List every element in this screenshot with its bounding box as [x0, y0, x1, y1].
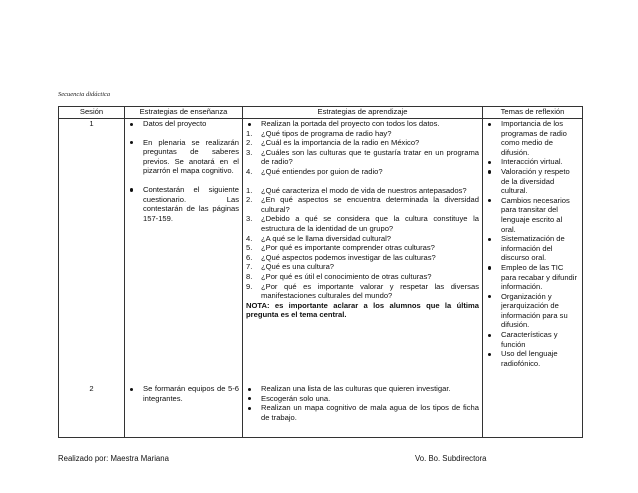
list-item: Se formarán equipos de 5-6 integrantes. [125, 384, 242, 403]
footer-approval: Vo. Bo. Subdirectora [415, 454, 487, 463]
table-header-row [59, 107, 583, 119]
list-item: Empleo de las TIC para recabar y difundir información. [483, 263, 582, 292]
list-item: 9. ¿Por qué es importante valorar y respetar las diversas manifestaciones culturales del mundo? [246, 281, 479, 301]
list-item: Sistematización de información del discurso oral. [483, 234, 582, 263]
questions-list-b [243, 186, 482, 301]
session-number-2: 2 [89, 384, 94, 393]
list-item: 6. ¿Qué aspectos podemos investigar de las culturas? [246, 252, 436, 262]
session-number-1: 1 [89, 119, 94, 128]
note-label: NOTA: [246, 300, 270, 310]
learning-list-session-2 [243, 384, 482, 422]
learning-bullets-session-1 [243, 119, 482, 129]
note-text: es importante aclarar a los alumnos que la última pregunta es el tema central. [246, 300, 479, 320]
reflection-cell [483, 119, 583, 438]
list-item: En plenaria se realizarán preguntas de saberes previos. Se anotará en el pizarrón el mapa cognitivo. [125, 138, 242, 176]
list-item: Valoración y respeto de la diversidad cultural. [483, 167, 582, 196]
teaching-list-session-2 [125, 384, 242, 403]
list-item: Uso del lenguaje radiofónico. [483, 349, 582, 368]
list-item: 8. ¿Por qué es útil el conocimiento de otras culturas? [246, 271, 432, 281]
list-item: 3. ¿Cuáles son las culturas que te gustaría tratar en un programa de radio? [246, 147, 479, 167]
teaching-cell [125, 119, 243, 438]
session-cell [59, 119, 125, 438]
list-item: Contestarán el siguiente cuestionario. Las contestarán de las páginas 157-159. [125, 185, 242, 223]
list-item: 4. ¿Qué entiendes por guion de radio? [246, 166, 383, 176]
list-item: 7. ¿Qué es una cultura? [246, 262, 335, 272]
list-item: 2. ¿En qué aspectos se encuentra determinada la diversidad cultural? [246, 195, 479, 214]
list-item: Interacción virtual. [483, 157, 582, 167]
table-row [59, 119, 583, 438]
list-item: 1. ¿Qué tipos de programa de radio hay? [246, 128, 392, 138]
list-item: Características y función [483, 330, 582, 349]
header-teaching-strategies: Estrategias de enseñanza [125, 107, 243, 119]
list-item: 5. ¿Por qué es importante comprender otras culturas? [246, 243, 435, 253]
list-item: Realizan un mapa cognitivo de mala agua de los tipos de ficha de trabajo. [243, 403, 482, 422]
header-learning-strategies: Estrategias de aprendizaje [243, 107, 483, 119]
list-item: Importancia de los programas de radio como medio de difusión. [483, 119, 582, 157]
list-item: 4. ¿A qué se le llama diversidad cultural? [246, 233, 392, 243]
questions-list-a [243, 129, 482, 177]
header-session: Sesión [59, 107, 125, 119]
header-reflection-topics: Temas de reflexión [483, 107, 583, 119]
list-item: Cambios necesarios para transitar del lenguaje escrito al oral. [483, 196, 582, 234]
list-item: 2. ¿Cuál es la importancia de la radio en México? [246, 138, 420, 148]
list-item: Datos del proyecto [125, 119, 242, 129]
didactic-sequence-table [58, 106, 583, 438]
document-title: Secuencia didáctica [58, 91, 111, 98]
teacher-note [243, 301, 482, 320]
list-item: Realizan la portada del proyecto con todos los datos. [243, 119, 482, 129]
list-item: Organización y jerarquización de información para su difusión. [483, 292, 582, 330]
learning-cell [243, 119, 483, 438]
list-item: Realizan una lista de las culturas que quieren investigar. [243, 384, 482, 394]
list-item: 3. ¿Debido a qué se considera que la cultura constituye la estructura de la identidad de un grupo? [246, 214, 479, 233]
footer-author: Realizado por: Maestra Mariana [58, 454, 169, 463]
list-item: Escogerán solo una. [243, 394, 482, 404]
reflection-list [483, 119, 582, 368]
teaching-list-session-1 [125, 119, 242, 223]
list-item: 1. ¿Qué caracteriza el modo de vida de nuestros antepasados? [246, 185, 467, 195]
